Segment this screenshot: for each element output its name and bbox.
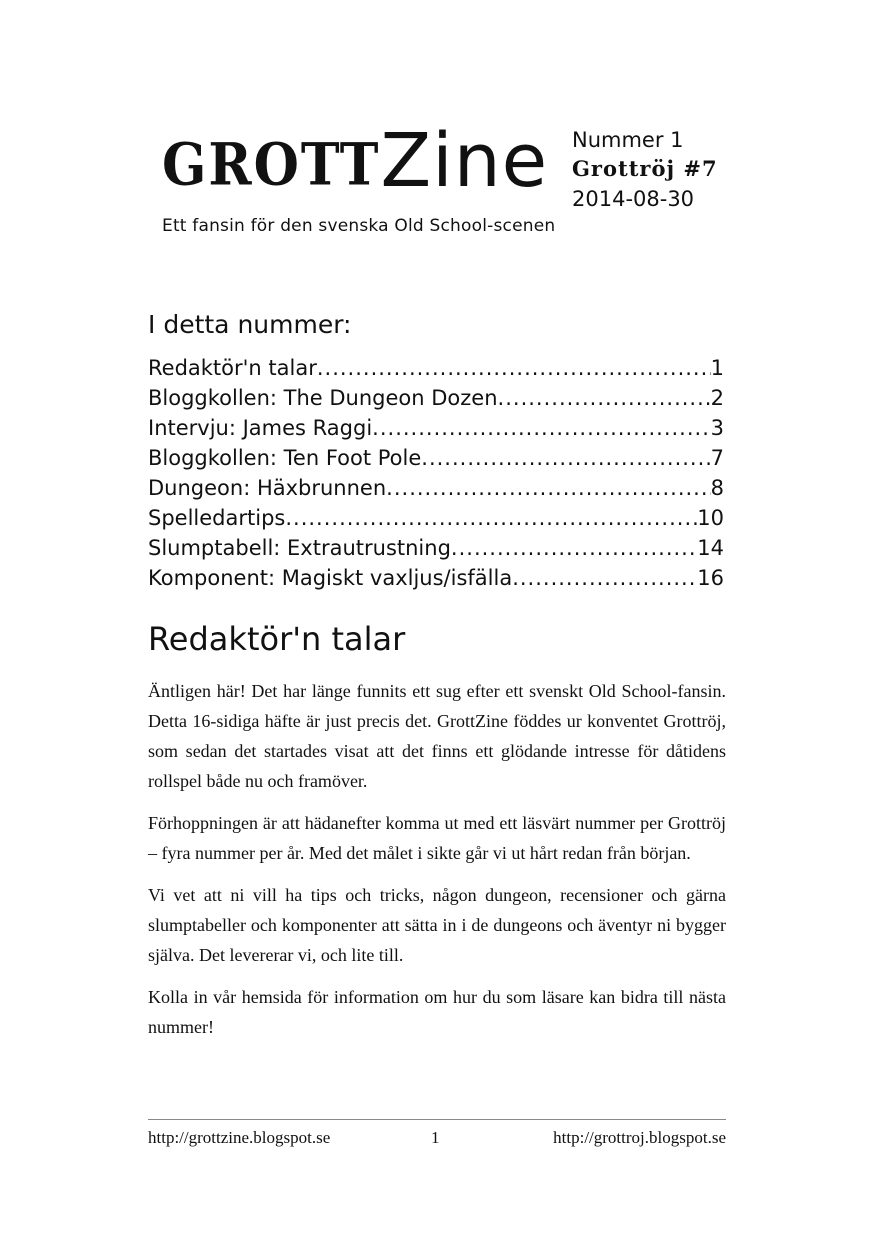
toc-leader-dots	[317, 353, 711, 383]
footer-page-number: 1	[431, 1128, 440, 1147]
logo-zine-text: Zine	[380, 118, 549, 204]
toc-entry-page: 10	[697, 506, 724, 530]
toc-leader-dots	[386, 473, 710, 503]
article-paragraph: Äntligen här! Det har länge funnits ett sug efter ett svenskt Old School-fansin. Detta 16-sidiga häfte är just precis det. GrottZine föddes ur konventet Grottröj, som sedan det startades visat att det finns ett glödande intresse för dåtidens rollspel både nu och framöver.	[148, 681, 726, 791]
toc-entry	[148, 353, 724, 383]
toc-entry-page: 16	[697, 566, 724, 590]
toc-leader-dots	[285, 503, 697, 533]
toc-entry-page: 14	[697, 536, 724, 560]
toc-entry-page: 3	[710, 416, 724, 440]
table-of-contents	[148, 310, 724, 593]
footer-url-grottzine[interactable]: http://grottzine.blogspot.se	[148, 1128, 331, 1147]
grottzine-logo	[162, 118, 548, 208]
page-footer	[148, 1128, 726, 1154]
article-paragraph: Vi vet att ni vill ha tips och tricks, någon dungeon, recensioner och gärna slumptabeller och komponenter att sätta in i de dungeons och äventyr ni bygger själva. Det levererar vi, och lite till.	[148, 885, 726, 965]
toc-entry	[148, 413, 724, 443]
toc-leader-dots	[512, 563, 697, 593]
toc-entry-page: 8	[710, 476, 724, 500]
footer-url-grottroj[interactable]: http://grottroj.blogspot.se	[553, 1128, 726, 1147]
toc-entry	[148, 563, 724, 593]
toc-entry-page: 7	[710, 446, 724, 470]
toc-entry-title: Spelledartips	[148, 506, 286, 530]
toc-heading: I detta nummer:	[148, 310, 352, 339]
toc-entry	[148, 473, 724, 503]
toc-leader-dots	[421, 443, 710, 473]
masthead	[162, 118, 732, 248]
toc-entry-page: 1	[710, 356, 724, 380]
toc-entry-title: Bloggkollen: The Dungeon Dozen	[148, 386, 498, 410]
issue-event: Grottröj #7	[572, 156, 718, 181]
logo-grott-text: GROTT	[162, 130, 381, 199]
toc-entry-title: Intervju: James Raggi	[148, 416, 373, 440]
toc-entry	[148, 443, 724, 473]
toc-entry	[148, 383, 724, 413]
article-paragraph: Förhoppningen är att hädanefter komma ut med ett läsvärt nummer per Grottröj – fyra nummer per år. Med det målet i sikte går vi ut hårt redan från början.	[148, 813, 726, 863]
article-title: Redaktör'n talar	[148, 620, 406, 658]
toc-entry-page: 2	[710, 386, 724, 410]
toc-leader-dots	[451, 533, 697, 563]
footer-divider	[148, 1119, 726, 1120]
toc-entry	[148, 503, 724, 533]
tagline: Ett fansin för den svenska Old School-scenen	[162, 216, 556, 236]
article-paragraph: Kolla in vår hemsida för information om hur du som läsare kan bidra till nästa nummer!	[148, 987, 726, 1037]
issue-date: 2014-08-30	[572, 187, 695, 211]
toc-entry	[148, 533, 724, 563]
toc-leader-dots	[498, 383, 711, 413]
issue-number: Nummer 1	[572, 128, 684, 152]
toc-entry-title: Bloggkollen: Ten Foot Pole	[148, 446, 422, 470]
toc-entry-title: Slumptabell: Extrautrustning	[148, 536, 451, 560]
toc-entry-title: Redaktör'n talar	[148, 356, 317, 380]
toc-entry-title: Komponent: Magiskt vaxljus/isfälla	[148, 566, 513, 590]
toc-leader-dots	[372, 413, 710, 443]
toc-entry-title: Dungeon: Häxbrunnen	[148, 476, 387, 500]
article-body	[148, 676, 726, 1054]
issue-info	[572, 126, 718, 214]
